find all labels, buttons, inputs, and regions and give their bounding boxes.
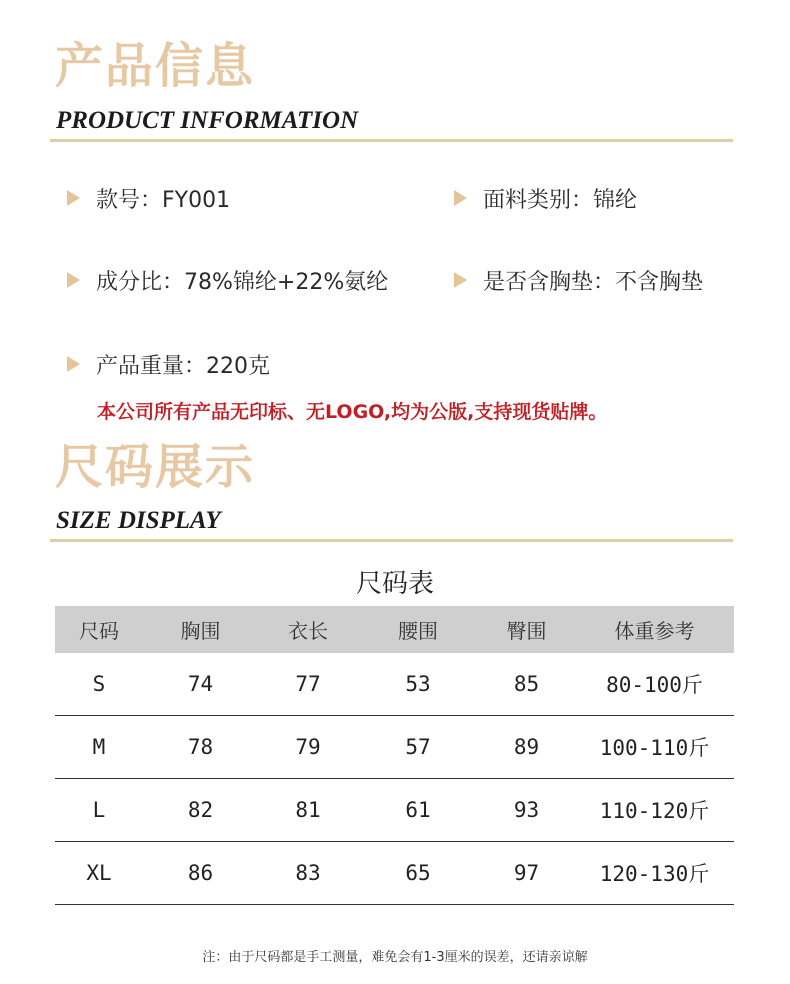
table-row xyxy=(55,842,734,905)
section-divider xyxy=(50,539,733,542)
table-cell: 57 xyxy=(405,735,431,759)
table-row xyxy=(55,653,734,716)
table-cell: 79 xyxy=(295,735,321,759)
table-cell: 81 xyxy=(295,798,321,822)
header-cell-weight-ref: 体重参考 xyxy=(614,619,695,643)
table-cell: 85 xyxy=(513,672,540,696)
header-cell-hip: 臀围 xyxy=(506,619,547,643)
header-cell-chest: 胸围 xyxy=(180,619,221,643)
info-item-chest-pad xyxy=(454,265,703,295)
info-item-fabric xyxy=(454,183,637,213)
table-cell: 80-100斤 xyxy=(606,673,703,697)
table-cell: 83 xyxy=(295,861,321,885)
product-info-title-cn: 产品信息 xyxy=(55,38,256,94)
measurement-footnote: 注：由于尺码都是手工测量，难免会有1-3厘米的误差，还请亲谅解 xyxy=(202,950,588,965)
table-cell: 100-110斤 xyxy=(599,736,710,760)
table-cell: 110-120斤 xyxy=(599,799,710,823)
table-cell: 97 xyxy=(513,861,540,885)
table-cell: 65 xyxy=(405,861,431,885)
table-cell: 93 xyxy=(513,798,540,822)
table-cell: L xyxy=(92,798,106,822)
triangle-bullet-icon xyxy=(67,190,80,206)
table-cell: S xyxy=(92,672,106,696)
table-cell: XL xyxy=(86,861,112,885)
product-info-title-en: PRODUCT INFORMATION xyxy=(56,107,359,134)
table-cell: 77 xyxy=(295,672,321,696)
section-divider xyxy=(50,139,733,142)
header-cell-waist: 腰围 xyxy=(398,619,438,643)
triangle-bullet-icon xyxy=(67,272,80,288)
table-cell: 86 xyxy=(187,861,214,885)
size-display-title-cn: 尺码展示 xyxy=(55,439,256,495)
info-item-text: 产品重量：220克 xyxy=(96,353,270,379)
info-item-text: 是否含胸垫：不含胸垫 xyxy=(483,269,704,295)
table-cell: 78 xyxy=(187,735,214,759)
table-cell: 74 xyxy=(187,672,214,696)
no-logo-notice: 本公司所有产品无印标、无LOGO,均为公版,支持现货贴牌。 xyxy=(97,401,608,423)
info-item-text: 款号：FY001 xyxy=(96,187,231,213)
triangle-bullet-icon xyxy=(454,272,467,288)
info-item-composition xyxy=(67,265,388,295)
size-table-header xyxy=(55,606,734,653)
header-cell-size: 尺码 xyxy=(79,619,119,643)
table-cell: 61 xyxy=(405,798,431,822)
size-table xyxy=(55,606,734,905)
table-row xyxy=(55,716,734,779)
table-cell: 53 xyxy=(405,672,431,696)
table-row xyxy=(55,779,734,842)
table-cell: M xyxy=(92,735,106,759)
size-display-title-en: SIZE DISPLAY xyxy=(56,507,221,534)
triangle-bullet-icon xyxy=(454,190,467,206)
table-cell: 120-130斤 xyxy=(599,862,710,886)
info-item-style-no xyxy=(67,183,230,213)
table-cell: 89 xyxy=(513,735,540,759)
info-item-text: 成分比：78%锦纶+22%氨纶 xyxy=(96,269,389,295)
header-cell-length: 衣长 xyxy=(288,619,328,643)
info-item-text: 面料类别：锦纶 xyxy=(483,187,638,213)
size-table-title: 尺码表 xyxy=(355,569,434,599)
info-item-weight xyxy=(67,349,270,379)
table-cell: 82 xyxy=(187,798,214,822)
triangle-bullet-icon xyxy=(67,356,80,372)
